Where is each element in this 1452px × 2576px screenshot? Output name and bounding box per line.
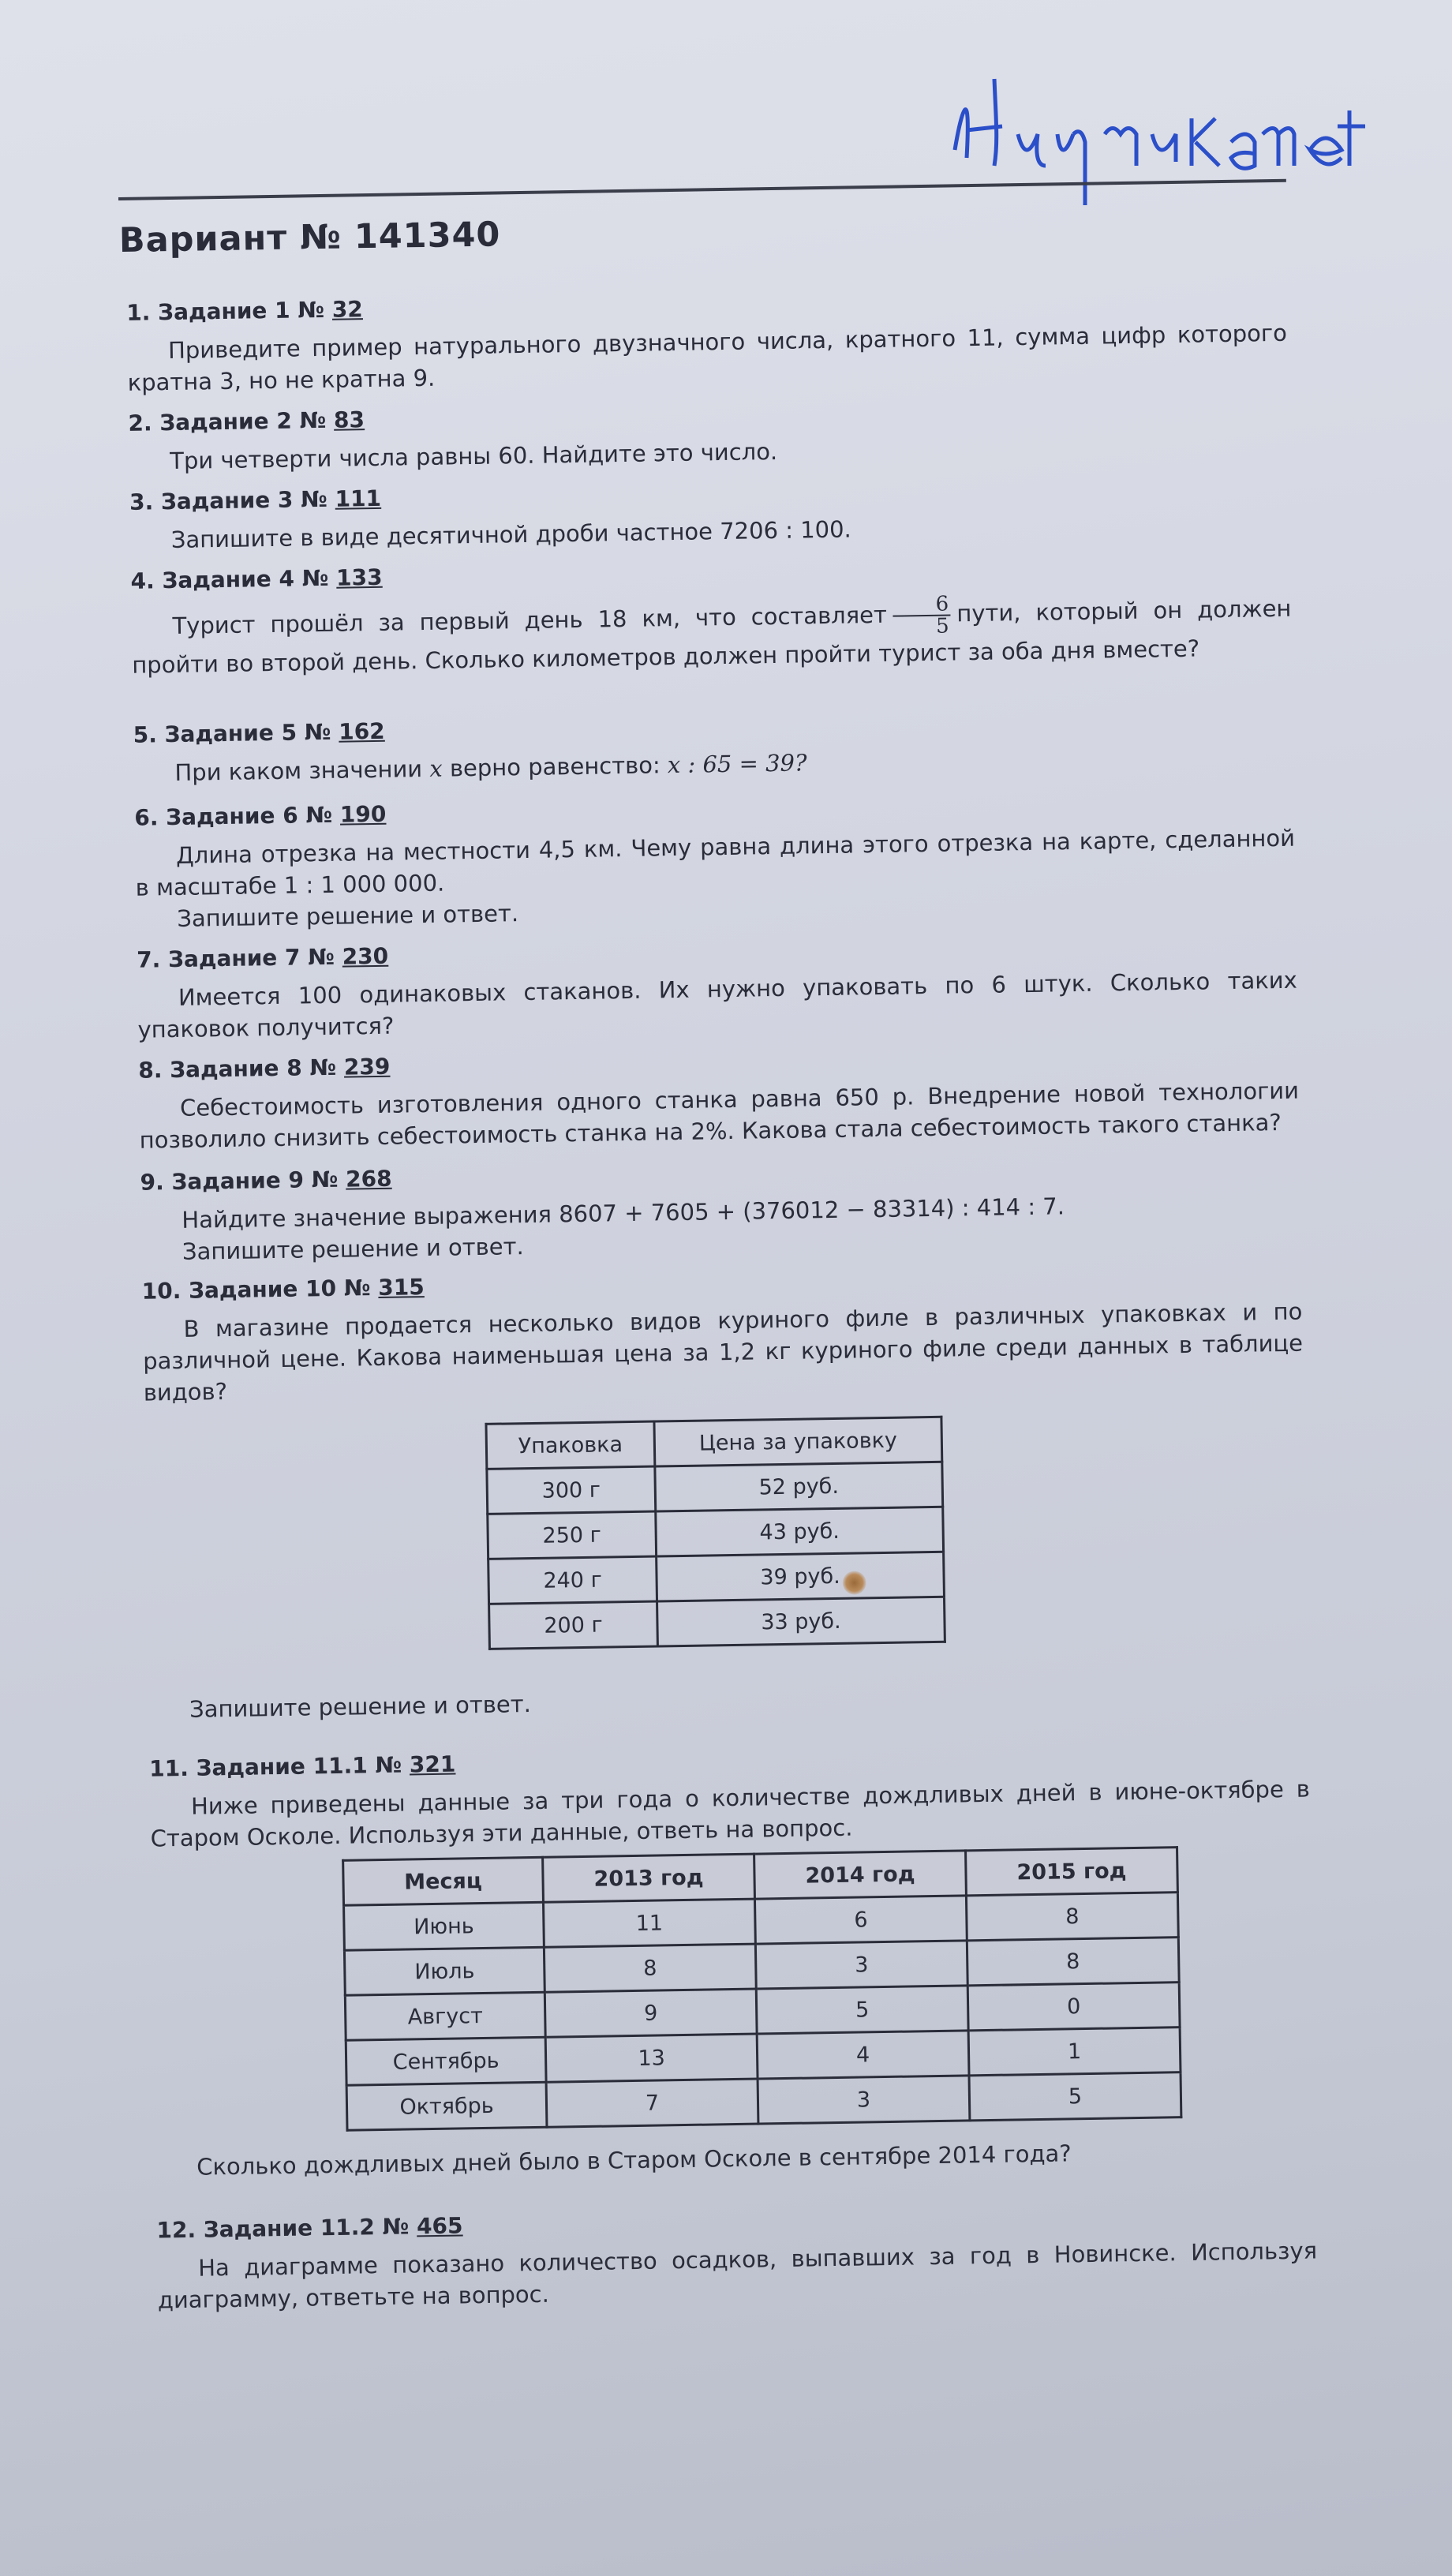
table-cell: 250 г xyxy=(488,1511,657,1559)
task-10 xyxy=(142,1260,1304,1409)
table-cell: 3 xyxy=(758,2076,970,2124)
task-5 xyxy=(133,704,1293,789)
table-cell: 9 xyxy=(544,1989,757,2037)
task-text: При каком значении x верно равенство: x : 65 = 39? xyxy=(174,749,807,786)
table-header: 2014 год xyxy=(754,1851,967,1899)
task-3 xyxy=(129,471,1290,556)
table-cell: Июль xyxy=(344,1947,544,1995)
table-header: Упаковка xyxy=(486,1421,655,1469)
table-cell: Август xyxy=(345,1992,545,2040)
task-heading: 4. Задание 4 № 133 xyxy=(130,564,383,594)
task-heading: 12. Задание 11.2 № 465 xyxy=(156,2212,463,2244)
task-text: Длина отрезка на местности 4,5 км. Чему равна длина этого отрезка на карте, сделанной в масштабе 1 : 1 000 000. xyxy=(135,824,1296,901)
equation: x : 65 = 39? xyxy=(667,749,807,779)
table-header: Цена за упаковку xyxy=(654,1417,942,1466)
task-text: Запишите в виде десятичной дроби частное 7206 : 100. xyxy=(170,515,852,554)
table-cell: 8 xyxy=(966,1893,1178,1941)
task-text: Ниже приведены данные за три года о количестве дождливых дней в июне-октябре в Старом Осколе. Используя эти данные, ответь на вопрос. xyxy=(150,1775,1311,1852)
task-heading: 7. Задание 7 № 230 xyxy=(136,942,389,973)
task-7 xyxy=(137,929,1298,1046)
task-text: Имеется 100 одинаковых стаканов. Их нужно упаковать по 6 штук. Сколько таких упаковок получится? xyxy=(137,966,1298,1043)
table-cell: 43 руб. xyxy=(656,1507,944,1556)
table-cell: 240 г xyxy=(488,1556,657,1604)
table-row xyxy=(487,1462,943,1514)
task-heading: 5. Задание 5 № 162 xyxy=(133,717,385,748)
task-2 xyxy=(128,392,1289,477)
table-cell: 4 xyxy=(757,2031,969,2079)
task-text: Три четверти числа равны 60. Найдите это число. xyxy=(169,437,778,475)
table-header: 2013 год xyxy=(543,1854,755,1902)
table-cell: 5 xyxy=(969,2072,1181,2121)
table-header: 2015 год xyxy=(966,1848,1178,1896)
task-heading: 2. Задание 2 № 83 xyxy=(128,406,365,436)
task-instruction: Запишите решение и ответ. xyxy=(177,900,519,932)
task-text: Себестоимость изготовления одного станка равна 650 р. Внедрение новой технологии позволило снизить себестоимость станка на 2%. Какова стала себестоимость такого станка? xyxy=(139,1076,1300,1154)
task-heading: 10. Задание 10 № 315 xyxy=(141,1274,425,1305)
table-row xyxy=(488,1507,944,1559)
table-cell: 3 xyxy=(755,1941,967,1989)
table-cell: 13 xyxy=(545,2034,758,2082)
table-cell: 200 г xyxy=(489,1601,658,1649)
table-cell: 5 xyxy=(756,1986,968,2034)
table-cell: 11 xyxy=(543,1899,755,1947)
table-header-row xyxy=(486,1417,942,1469)
table-row xyxy=(489,1597,945,1649)
task-heading: 9. Задание 9 № 268 xyxy=(140,1165,392,1196)
task-heading: 11. Задание 11.1 № 321 xyxy=(149,1750,456,1782)
fraction: $\frac{6}{5}$ xyxy=(893,594,950,638)
table-header: Месяц xyxy=(343,1857,544,1905)
task-1 xyxy=(126,282,1288,399)
table-cell: 300 г xyxy=(487,1466,656,1514)
table-cell: 39 руб. xyxy=(657,1552,945,1601)
table-cell: 33 руб. xyxy=(657,1597,945,1646)
table-cell: 52 руб. xyxy=(655,1462,943,1511)
task-heading: 3. Задание 3 № 111 xyxy=(129,485,382,515)
task-text: В магазине продается несколько видов куриного филе в различных упаковках и по различной цене. Какова наименьшая цена за 1,2 кг куриного филе среди данных в таблице видов? xyxy=(142,1297,1304,1406)
task-11 xyxy=(149,1738,1311,1855)
table-cell: 1 xyxy=(968,2027,1181,2076)
task-6 xyxy=(134,787,1296,935)
task-9 xyxy=(140,1151,1301,1268)
variant-title: Вариант № 141340 xyxy=(118,215,501,260)
packaging-table xyxy=(485,1416,945,1650)
task-text: Найдите значение выражения 8607 + 7605 + (376012 − 83314) : 414 : 7. xyxy=(182,1193,1065,1234)
table-cell: Сентябрь xyxy=(346,2037,546,2085)
task-heading: 1. Задание 1 № 32 xyxy=(126,296,364,326)
handwritten-signature xyxy=(947,55,1389,213)
task-text: Турист прошёл за первый день 18 км, что составляет $\frac{6}{5}$ пути, который он должен пройти во второй день. Сколько километров должен пройти турист за оба дня вместе? xyxy=(132,592,1292,679)
task-heading: 8. Задание 8 № 239 xyxy=(138,1053,391,1084)
table-cell: 8 xyxy=(544,1944,756,1992)
table-cell: 0 xyxy=(967,1983,1180,2031)
table-cell: 6 xyxy=(754,1896,967,1944)
table-cell: 8 xyxy=(967,1938,1179,1986)
task-question: Сколько дождливых дней было в Старом Осколе в сентябре 2014 года? xyxy=(196,2140,1072,2181)
table-cell: Июнь xyxy=(344,1902,544,1950)
table-row xyxy=(488,1552,945,1604)
task-12 xyxy=(156,2199,1318,2316)
table-cell: Октябрь xyxy=(346,2082,547,2130)
table-cell: 7 xyxy=(546,2079,758,2127)
rainfall-table xyxy=(342,1846,1182,2132)
task-text: Приведите пример натурального двузначного числа, кратного 11, сумма цифр которого кратна 3, но не кратна 9. xyxy=(127,319,1288,396)
task-instruction: Запишите решение и ответ. xyxy=(189,1690,532,1723)
task-instruction: Запишите решение и ответ. xyxy=(182,1233,524,1265)
task-heading: 6. Задание 6 № 190 xyxy=(134,800,387,831)
task-4 xyxy=(130,550,1292,681)
task-text: На диаграмме показано количество осадков, выпавших за год в Новинске. Используя диаграмму, ответьте на вопрос. xyxy=(157,2237,1318,2314)
task-8 xyxy=(138,1039,1300,1156)
